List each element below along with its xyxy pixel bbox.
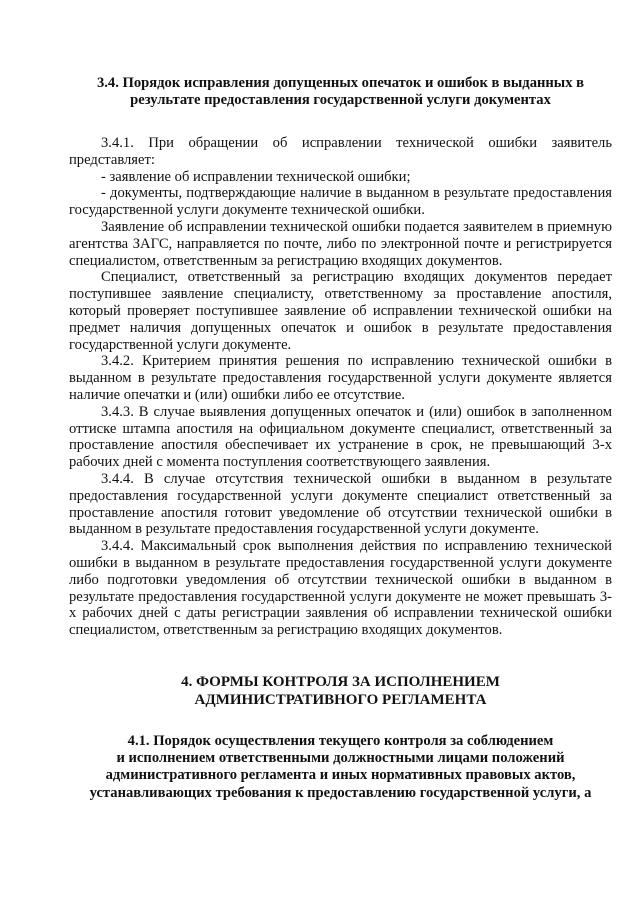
paragraph-3-4-2: 3.4.2. Критерием принятия решения по исправлению технической ошибки в выданном в результате предоставления государственной услуги документе является наличие опечатки и (или) ошибки либо ее отсутствие. [69,353,612,403]
paragraph-3-4-4-notice: 3.4.4. В случае отсутствия технической ошибки в выданном в результате предоставления государственной услуги документе специалист ответственный за проставление апостиля готовит уведомление об отсутствии технической ошибки в выданном в результате предоставления государственной услуги документе. [69,470,612,538]
list-item-application: - заявление об исправлении технической ошибки; [101,168,411,185]
section-heading-line-1: 3.4. Порядок исправления допущенных опечаток и ошибок в выданных в [96,75,585,91]
paragraph-application-submission: Заявление об исправлении технической ошибки подается заявителем в приемную агентства ЗАГС, направляется по почте, либо по электронной почте и регистрируется специалистом, ответственным за регистрацию входящих документов. [69,218,612,269]
chapter-heading-line-2: АДМИНИСТРАТИВНОГО РЕГЛАМЕНТА [194,691,487,708]
section-heading-line-2: результате предоставления государственной услуги документах [130,92,551,108]
section-heading [69,75,612,109]
subsection-heading-line-1: 4.1. Порядок осуществления текущего контроля за соблюдением [127,732,554,749]
paragraph-3-4-1: 3.4.1. При обращении об исправлении технической ошибки заявитель представляет: [69,135,612,168]
subsection-heading [69,733,612,802]
list-item-documents: - документы, подтверждающие наличие в выданном в результате предоставления государственной услуги документе технической ошибки. [69,185,612,219]
chapter-heading [69,673,612,709]
subsection-heading-line-2: и исполнением ответственными должностными лицами положений [116,750,565,767]
paragraph-3-4-3: 3.4.3. В случае выявления допущенных опечаток и (или) ошибок в заполненном оттиске штампа апостиля на официальном документе специалист, ответственный за проставление апостиля обеспечивает их устранение в срок, не превышающий 3-х рабочих дней с момента поступления соответствующего заявления. [69,403,612,471]
chapter-heading-line-1: 4. ФОРМЫ КОНТРОЛЯ ЗА ИСПОЛНЕНИЕМ [181,673,500,690]
paragraph-3-4-4-deadline: 3.4.4. Максимальный срок выполнения действия по исправлению технической ошибки в выданном в результате предоставления государственной услуги документе либо подготовки уведомления об отсутствии технической ошибки в выданном в результате предоставления государственной услуги документе не может превышать 3-х рабочих дней с даты регистрации заявления об исправлении технической ошибки специалистом, ответственным за регистрацию входящих документов. [69,538,612,639]
paragraph-specialist-transfer: Специалист, ответственный за регистрацию входящих документов передает поступившее заявление специалисту, ответственному за проставление апостиля, который проверяет поступившее заявление об исправлении технической ошибки на предмет наличия допущенных опечаток и ошибок в результате предоставления государственной услуги документе. [69,269,612,353]
subsection-heading-line-3: административного регламента и иных нормативных правовых актов, [105,767,576,784]
subsection-heading-line-4: устанавливающих требования к предоставлению государственной услуги, а [89,784,592,801]
